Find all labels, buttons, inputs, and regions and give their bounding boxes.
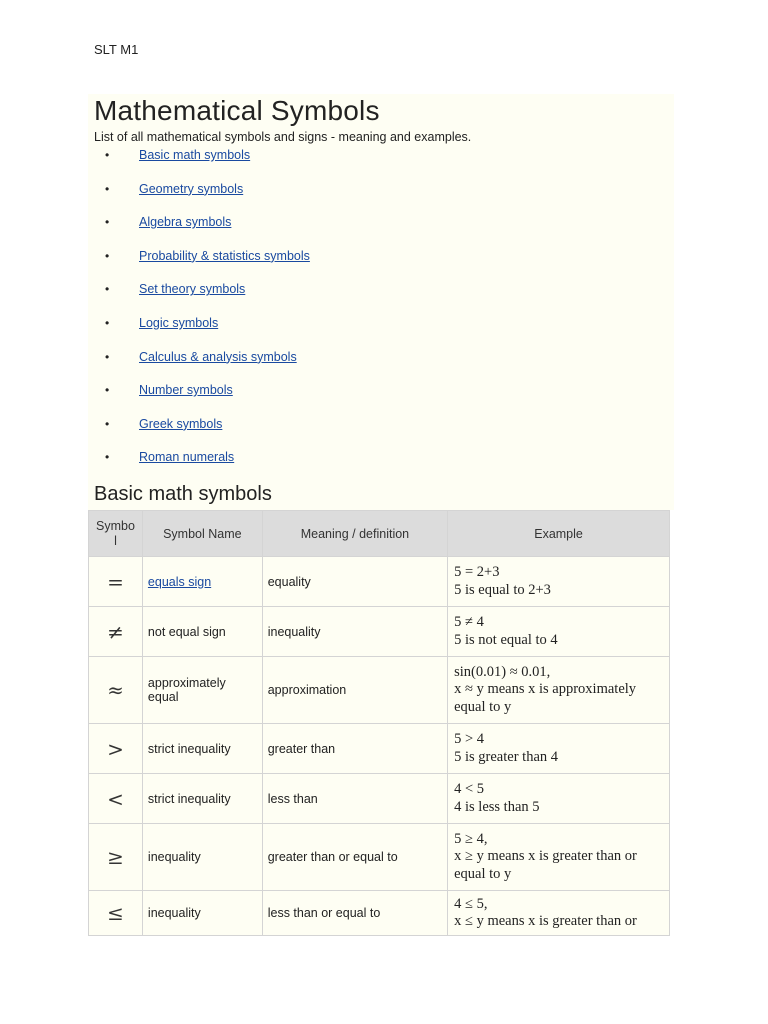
cell-meaning: less than or equal to [262,891,447,936]
table-row [89,657,670,724]
table-row [89,891,670,936]
toc-link-logic[interactable]: Logic symbols [139,315,219,330]
example-line: 5 > 4 [454,731,485,747]
toc-link-algebra[interactable]: Algebra symbols [139,215,232,230]
example-line: 5 = 2+3 [454,564,500,580]
bullet-icon: • [105,349,110,364]
bullet-icon: • [105,282,110,297]
example-line: sin(0.01) ≈ 0.01, [454,663,551,680]
bullet-icon: • [105,450,110,465]
cell-example [448,657,670,724]
example-line: equal to y [454,698,512,715]
bullet-icon: • [105,181,110,196]
example-line: 5 ≠ 4 [454,614,484,630]
table-row [89,724,670,774]
bullet-icon: • [105,248,110,263]
toc-link-number[interactable]: Number symbols [139,383,233,398]
toc-item [94,146,310,180]
toc-link-basic-math[interactable]: Basic math symbols [139,148,251,162]
toc-item [94,448,310,482]
page-title: Mathematical Symbols [94,95,380,126]
toc-item [94,348,310,382]
example-line: 4 < 5 [454,781,485,797]
bullet-icon: • [105,315,110,330]
toc-link-probability-statistics[interactable]: Probability & statistics symbols [139,248,310,263]
table-row [89,607,670,657]
basic-math-symbols-table [88,510,670,936]
example-line: 5 is equal to 2+3 [454,581,551,598]
equals-sign-link[interactable]: equals sign [147,574,212,589]
example-line: 4 is less than 5 [454,798,540,815]
header-symbol-name: Symbol Name [142,511,262,557]
cell-example [448,607,670,657]
section-heading-basic-math: Basic math symbols [94,483,272,505]
example-line: x ≈ y means x is approximately [454,681,637,698]
cell-symbol: < [89,774,143,824]
cell-example [448,891,670,936]
example-line: 5 ≥ 4, [454,830,488,847]
cell-name: inequality [142,891,262,936]
bullet-icon: • [105,215,110,230]
toc-link-greek[interactable]: Greek symbols [139,416,223,431]
cell-symbol: ≠ [89,607,143,657]
example-line: x ≤ y means x is greater than or [454,913,637,929]
cell-example [448,557,670,607]
toc-item [94,280,310,314]
table-row [89,774,670,824]
cell-meaning: greater than or equal to [262,824,447,891]
bullet-icon: • [105,416,110,431]
table-header-row [89,511,670,557]
toc-item [94,415,310,449]
cell-name: inequality [142,824,262,891]
cell-name: approximately equal [142,657,262,724]
bullet-icon: • [105,383,110,398]
toc-link-set-theory[interactable]: Set theory symbols [139,282,246,297]
header-example: Example [448,511,670,557]
toc-item [94,314,310,348]
toc-link-roman-numerals[interactable]: Roman numerals [139,450,235,465]
cell-meaning: inequality [262,607,447,657]
cell-symbol: ≤ [89,891,143,936]
table-of-contents [94,146,310,482]
bullet-icon: • [105,148,110,162]
cell-meaning: equality [262,557,447,607]
cell-example [448,724,670,774]
cell-name: strict inequality [142,724,262,774]
example-line: equal to y [454,865,512,882]
header-symbol: Symbo l [89,511,143,557]
cell-symbol: ≥ [89,824,143,891]
cell-name: not equal sign [142,607,262,657]
cell-symbol: = [89,557,143,607]
toc-link-calculus-analysis[interactable]: Calculus & analysis symbols [139,349,297,364]
example-line: 5 is not equal to 4 [454,631,558,648]
cell-name [142,557,262,607]
cell-meaning: less than [262,774,447,824]
page-intro: List of all mathematical symbols and signs - meaning and examples. [94,130,472,144]
table-row [89,557,670,607]
cell-name: strict inequality [142,774,262,824]
cell-meaning: greater than [262,724,447,774]
toc-item [94,213,310,247]
example-line: 5 is greater than 4 [454,748,559,765]
cell-symbol: ≈ [89,657,143,724]
toc-item [94,247,310,281]
toc-item [94,180,310,214]
toc-link-geometry[interactable]: Geometry symbols [139,181,244,196]
cell-symbol: > [89,724,143,774]
table-row [89,824,670,891]
toc-item [94,381,310,415]
cell-example [448,824,670,891]
header-meaning: Meaning / definition [262,511,447,557]
document-header-label: SLT M1 [94,42,139,57]
cell-example [448,774,670,824]
cell-meaning: approximation [262,657,447,724]
example-line: 4 ≤ 5, [454,895,488,912]
example-line: x ≥ y means x is greater than or [454,848,637,865]
